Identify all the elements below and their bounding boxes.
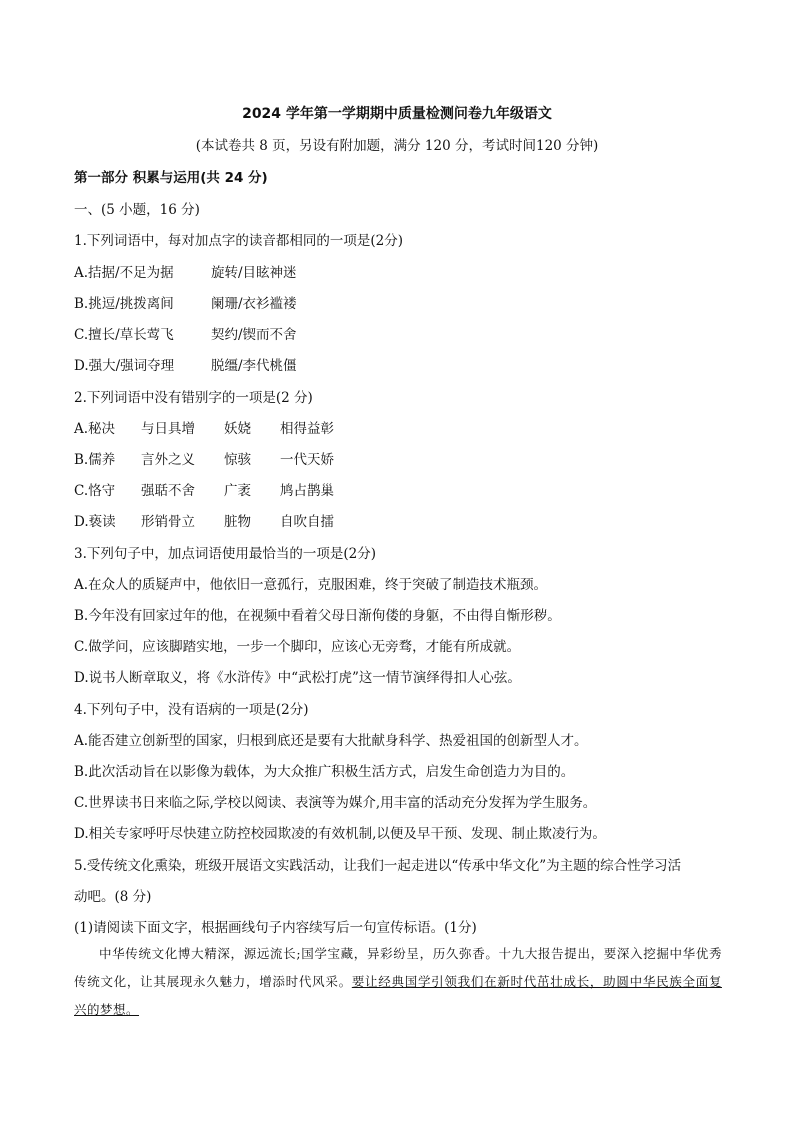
question-5-stem-line-1: 5.受传统文化熏染，班级开展语文实践活动，让我们一起走进以“传承中华文化”为主题的综合性学习活 — [74, 858, 682, 874]
question-2-option-c — [74, 479, 334, 499]
reading-passage — [74, 940, 722, 1024]
question-3-option-c: C.做学问，应该脚踏实地，一步一个脚印，应该心无旁骛，才能有所成就。 — [74, 639, 521, 655]
question-1-option-d — [74, 354, 297, 374]
question-1-option-c — [74, 323, 297, 343]
option-word: D.亵读 — [74, 514, 116, 530]
question-5-stem-line-2: 动吧。(8 分) — [74, 889, 152, 905]
option-word: C.恪守 — [74, 483, 116, 499]
question-1-option-b — [74, 292, 297, 312]
option-word: 脏物 — [224, 514, 251, 530]
question-3-option-d: D.说书人断章取义，将《水浒传》中“武松打虎”这一情节演绎得扣人心弦。 — [74, 670, 521, 686]
option-word-pair-1: A.拮据/不足为据 — [74, 265, 174, 281]
passage-underlined-sentence: 要让经典国学引领我们在新时代茁壮成长，助圆中华民族全面复兴的梦想。 — [74, 974, 722, 1017]
option-word: 言外之义 — [141, 452, 195, 468]
option-word-pair-2: 脱缰/李代桃僵 — [211, 358, 297, 374]
option-word: 相得益彰 — [280, 421, 334, 437]
part-heading: 第一部分 积累与运用(共 24 分) — [74, 170, 268, 186]
option-word: 惊骇 — [224, 452, 251, 468]
option-word: 鸠占鹊巢 — [280, 483, 334, 499]
option-word: B.儒养 — [74, 452, 116, 468]
question-1-stem: 1.下列词语中，每对加点字的读音都相同的一项是(2分) — [74, 233, 404, 249]
question-2-option-b — [74, 448, 334, 468]
question-2-stem: 2.下列词语中没有错别字的一项是(2 分) — [74, 390, 313, 406]
option-word: 形销骨立 — [141, 514, 195, 530]
question-3-option-b: B.今年没有回家过年的他，在视频中看着父母日渐佝偻的身躯，不由得自惭形秽。 — [74, 608, 561, 624]
option-word: 自吹自擂 — [280, 514, 334, 530]
question-4-option-a: A.能否建立创新型的国家，归根到底还是要有大批献身科学、热爱祖国的创新型人才。 — [74, 733, 588, 749]
question-4-option-b: B.此次活动旨在以影像为载体，为大众推广积极生活方式，启发生命创造力为目的。 — [74, 764, 575, 780]
option-word-pair-2: 契约/锲而不舍 — [211, 327, 297, 343]
option-word-pair-2: 阑珊/衣衫褴褛 — [211, 296, 297, 312]
option-word-pair-1: D.强大/强词夺理 — [74, 358, 175, 374]
option-word: 一代天娇 — [280, 452, 334, 468]
question-3-stem: 3.下列句子中，加点词语使用最恰当的一项是(2分) — [74, 546, 377, 562]
question-4-option-c: C.世界读书日来临之际,学校以阅读、表演等为媒介,用丰富的活动充分发挥为学生服务。 — [74, 795, 597, 811]
question-2-option-a — [74, 417, 334, 437]
section-heading: 一、(5 小题，16 分) — [74, 202, 200, 218]
question-5-sub-question-1: (1)请阅读下面文字，根据画线句子内容续写后一句宣传标语。(1分) — [74, 920, 477, 936]
option-word: 与日具增 — [141, 421, 195, 437]
option-word-pair-1: B.挑逗/挑拨离间 — [74, 296, 174, 312]
question-4-option-d: D.相关专家呼吁尽快建立防控校园欺凌的有效机制,以便及早干预、发现、制止欺凌行为。 — [74, 826, 606, 842]
option-word: 广袤 — [224, 483, 251, 499]
question-1-option-a — [74, 261, 297, 281]
option-word: 妖娆 — [224, 421, 251, 437]
option-word: 强聒不舍 — [141, 483, 195, 499]
question-4-stem: 4.下列句子中，没有语病的一项是(2分) — [74, 702, 309, 718]
exam-subtitle: (本试卷共 8 页，另设有附加题，满分 120 分，考试时间120 分钟) — [195, 138, 599, 154]
option-word: A.秘决 — [74, 421, 116, 437]
passage-text: 中华传统文化博大精深，源远流长;国学宝藏，异彩纷呈，历久弥香。十九大报告提出，要深入挖掘中华优秀传统文化，让其展现永久魅力，增添时代风采。 — [74, 946, 722, 989]
exam-title: 2024 学年第一学期期中质量检测问卷九年级语文 — [242, 106, 552, 122]
question-3-option-a: A.在众人的质疑声中，他依旧一意孤行，克服困难，终于突破了制造技术瓶颈。 — [74, 577, 548, 593]
option-word-pair-2: 旋转/目眩神迷 — [211, 265, 297, 281]
question-2-option-d — [74, 510, 334, 530]
option-word-pair-1: C.擅长/草长莺飞 — [74, 327, 174, 343]
